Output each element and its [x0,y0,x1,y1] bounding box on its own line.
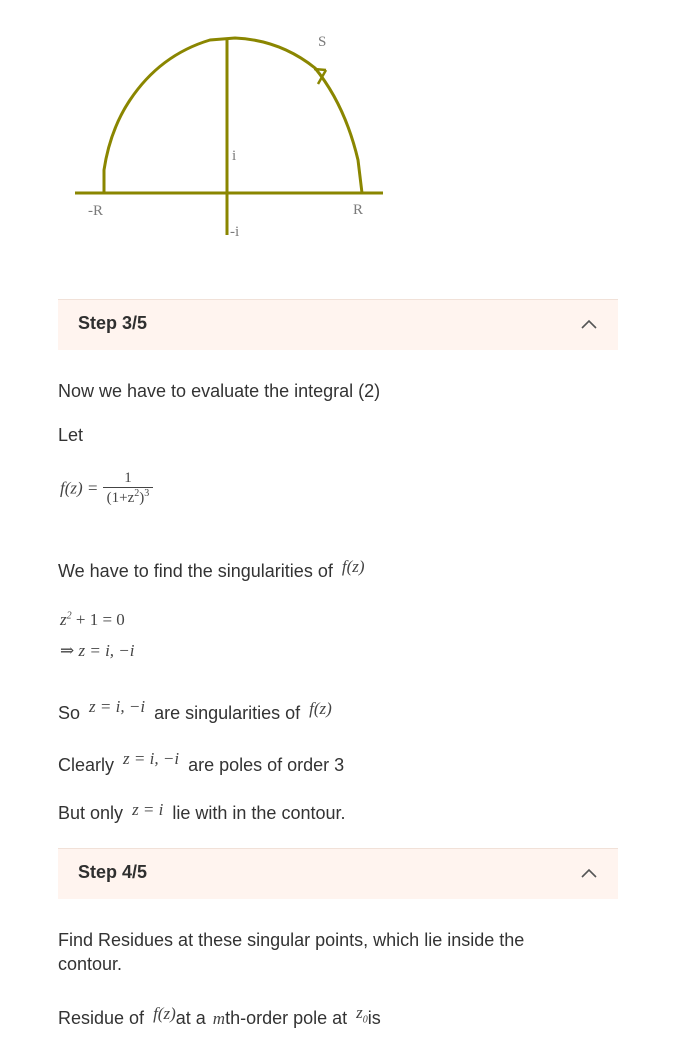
equation-2: ⇒ z = i, −i [60,641,135,660]
step-4-intro-line2: contour. [58,954,123,974]
label-i: i [232,148,237,164]
singularities-text: We have to find the singularities of f(z) [58,557,365,581]
step-4-title: Step 4/5 [78,862,148,882]
let-text: Let [58,425,84,445]
chevron-up-icon[interactable] [580,866,598,880]
f-numerator: 1 [124,470,132,486]
only-line: But only z = i lie with in the contour. [58,800,346,823]
function-definition [60,470,153,507]
step-3-title: Step 3/5 [78,313,148,333]
step-4-intro-line1: Find Residues at these singular points, which lie inside the [58,930,525,950]
equation-1: $z^2 + 1 = 0$ [60,610,125,629]
contour-figure [60,20,400,250]
clearly-line: Clearly z = i, −i are poles of order 3 [58,749,345,775]
residue-line: Residue of f(z)at a mth-order pole at $z_0is$ [58,1003,381,1028]
f-lhs: f(z) = [60,478,99,498]
step-4-header[interactable] [58,848,618,899]
f-fraction [103,470,154,507]
semicircle-arc [104,38,362,193]
label-neg-r: -R [88,203,103,219]
label-neg-i: -i [230,224,240,240]
step-3-header[interactable] [58,299,618,350]
label-s: S [318,34,327,50]
f-denominator: $(1+z^2)^3$ [106,488,150,506]
so-line: So z = i, −i are singularities of f(z) [58,697,332,723]
label-r: R [353,202,364,218]
step-3-intro: Now we have to evaluate the integral (2) [58,381,381,401]
f-of-z: f(z) [341,557,365,576]
chevron-up-icon[interactable] [580,317,598,331]
